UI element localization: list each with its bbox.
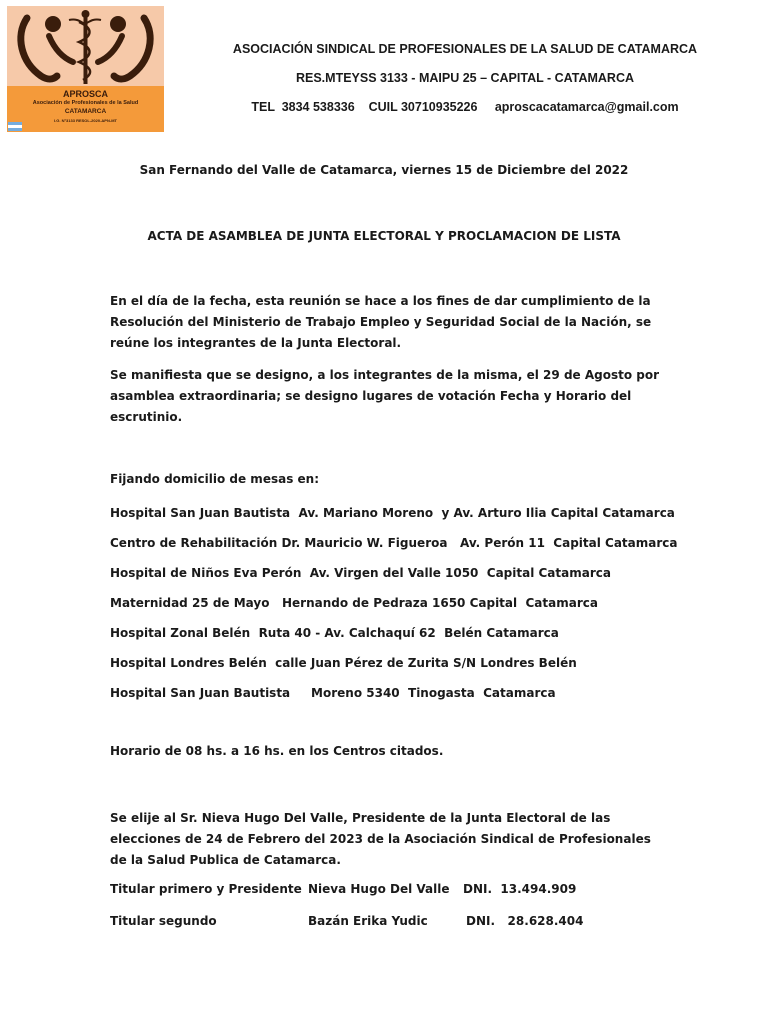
caduceus-logo-icon xyxy=(7,6,164,86)
venue-item: Centro de Rehabilitación Dr. Mauricio W. Figueroa Av. Perón 11 Capital Catamarca xyxy=(110,536,678,550)
aprosca-logo xyxy=(7,6,164,132)
member-role: Titular segundo xyxy=(110,914,217,928)
member-dni: DNI. 28.628.404 xyxy=(466,914,584,928)
voting-hours: Horario de 08 hs. a 16 hs. en los Centros citados. xyxy=(110,744,444,758)
paragraph-president: Se elije al Sr. Nieva Hugo Del Valle, Presidente de la Junta Electoral de las elecciones de 24 de Febrero del 2023 de la Asociación Sindical de Profesionales de la Salud Publica de Catamarca. xyxy=(110,811,651,867)
logo-band xyxy=(7,86,164,132)
argentina-flag-icon xyxy=(8,122,22,131)
logo-acronym: APROSCA xyxy=(62,89,108,99)
logo-full-name: Asociación de Profesionales de la Salud xyxy=(32,100,139,106)
venue-item: Hospital Zonal Belén Ruta 40 - Av. Calchaquí 62 Belén Catamarca xyxy=(110,626,559,640)
venue-item: Maternidad 25 de Mayo Hernando de Pedraza 1650 Capital Catamarca xyxy=(110,596,598,610)
member-name: Bazán Erika Yudic xyxy=(308,914,428,928)
association-contact: TEL 3834 538336 CUIL 30710935226 aproscacatamarca@gmail.com xyxy=(251,100,679,114)
venues-heading: Fijando domicilio de mesas en: xyxy=(110,472,319,486)
association-name: ASOCIACIÓN SINDICAL DE PROFESIONALES DE LA SALUD DE CATAMARCA xyxy=(232,42,698,56)
logo-registration: I.G. N°3133 RESOL-2020-APN-MT xyxy=(54,118,117,123)
paragraph-intro: En el día de la fecha, esta reunión se hace a los fines de dar cumplimiento de la Resolución del Ministerio de Trabajo Empleo y Seguridad Social de la Nación, se reúne los integrantes de la Junta Electoral. xyxy=(110,294,652,350)
member-name: Nieva Hugo Del Valle xyxy=(308,882,450,896)
member-dni: DNI. 13.494.909 xyxy=(463,882,577,896)
venues-list xyxy=(110,503,678,713)
association-address: RES.MTEYSS 3133 - MAIPU 25 – CAPITAL - CATAMARCA xyxy=(295,71,634,85)
paragraph-designation: Se manifiesta que se designo, a los integrantes de la misma, el 29 de Agosto por asamblea extraordinaria; se designo lugares de votación Fecha y Horario del escrutinio. xyxy=(110,368,660,424)
document-title: ACTA DE ASAMBLEA DE JUNTA ELECTORAL Y PROCLAMACION DE LISTA xyxy=(147,229,621,243)
venue-item: Hospital de Niños Eva Perón Av. Virgen del Valle 1050 Capital Catamarca xyxy=(110,566,611,580)
venue-item: Hospital San Juan Bautista Moreno 5340 Tinogasta Catamarca xyxy=(110,686,556,700)
venue-item: Hospital San Juan Bautista Av. Mariano Moreno y Av. Arturo Ilia Capital Catamarca xyxy=(110,506,675,520)
venue-item: Hospital Londres Belén calle Juan Pérez de Zurita S/N Londres Belén xyxy=(110,656,577,670)
member-role: Titular primero y Presidente xyxy=(110,882,302,896)
logo-province: CATAMARCA xyxy=(64,108,107,115)
document-date: San Fernando del Valle de Catamarca, viernes 15 de Diciembre del 2022 xyxy=(139,163,629,177)
